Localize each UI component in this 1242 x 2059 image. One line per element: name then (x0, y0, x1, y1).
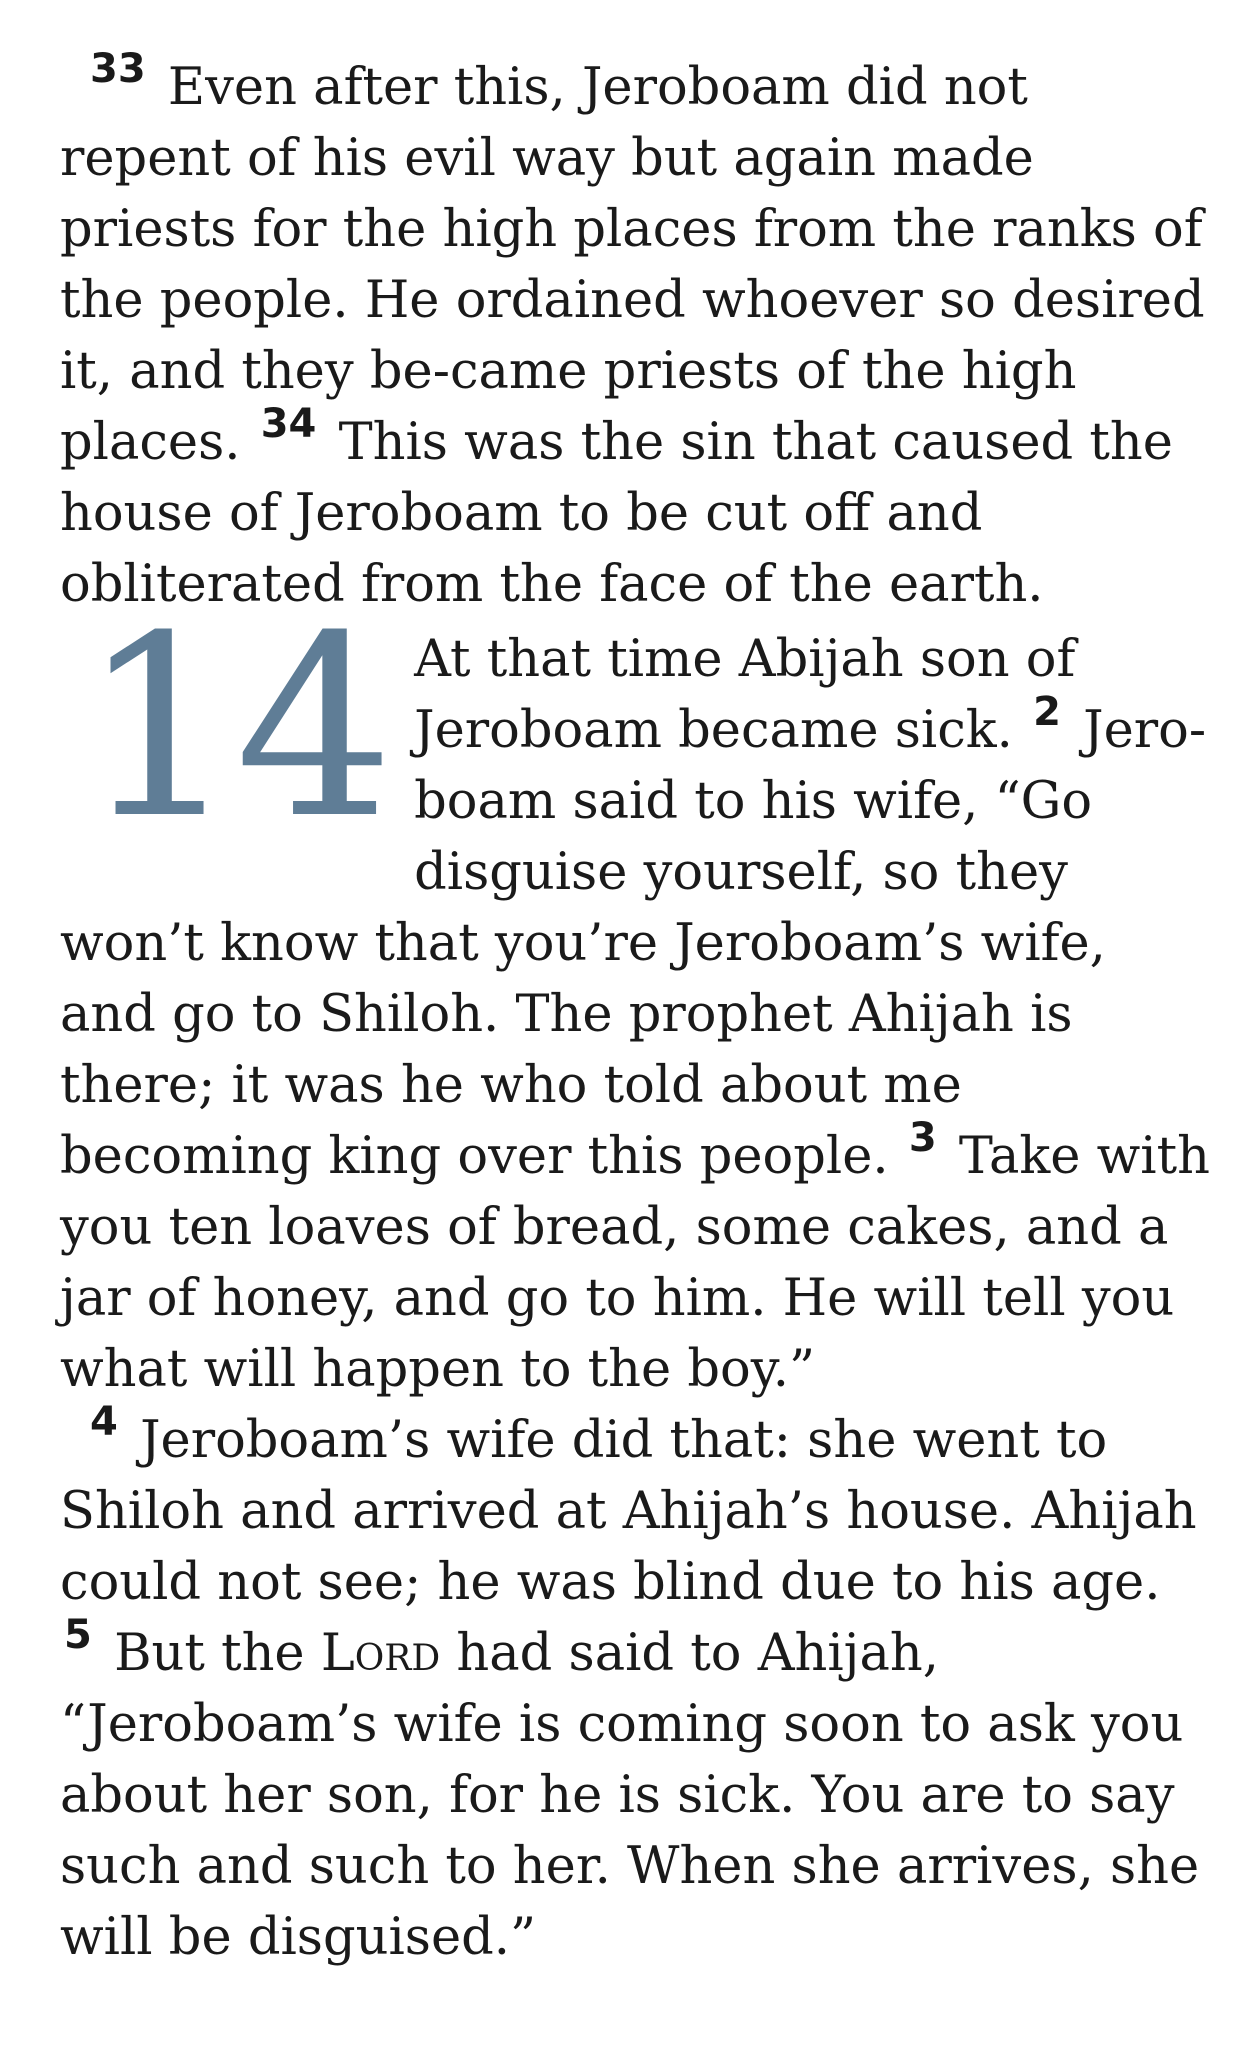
verse-number-33[interactable]: 33 (90, 46, 146, 92)
verse-1-text: At that time Abijah son of Jeroboam became sick. (414, 630, 1076, 760)
verse-number-2[interactable]: 2 (1033, 689, 1061, 735)
paragraph-verses-4-5 (60, 1399, 1210, 1973)
verse-3-text: Take with you ten loaves of bread, some cakes, and a jar of honey, and go to him. He will tell you what will happen to the boy.” (60, 1127, 1210, 1399)
verse-2-text: Jero-boam said to his wife, “Go disguise yourself, so they won’t know that you’re Jeroboam’s wife, and go to Shiloh. The prophet Ahijah is there; it was he who told about me becoming king over this people. (60, 701, 1207, 1186)
verse-number-4[interactable]: 4 (90, 1399, 118, 1445)
verse-5-text-b: had said to Ahijah, “Jeroboam’s wife is coming soon to ask you about her son, for he is sick. You are to say such and such to her. When she arrives, she will be disguised.” (60, 1624, 1200, 1967)
verse-33-text: Even after this, Jeroboam did not repent of his evil way but again made priests for the high places from the ranks of the people. He ordained whoever so desired it, and they be-came priests of the high places. (60, 58, 1205, 472)
chapter-14-block (60, 582, 1210, 1405)
divine-name-lord: Lord (320, 1624, 441, 1683)
paragraph-verses-33-34 (60, 46, 1210, 620)
verse-5-text-a: But the (114, 1624, 305, 1683)
verse-number-34[interactable]: 34 (260, 401, 317, 447)
verse-4-text: Jeroboam’s wife did that: she went to Shiloh and arrived at Ahijah’s house. Ahijah could not see; he was blind due to his age. (60, 1411, 1197, 1612)
verse-34-text: This was the sin that caused the house of Jeroboam to be cut off and obliterated from the face of the earth. (60, 413, 1173, 614)
verse-number-5[interactable]: 5 (64, 1612, 92, 1658)
chapter-number: 14 (80, 582, 391, 873)
verse-number-3[interactable]: 3 (908, 1115, 937, 1161)
scripture-text (60, 46, 1210, 1973)
